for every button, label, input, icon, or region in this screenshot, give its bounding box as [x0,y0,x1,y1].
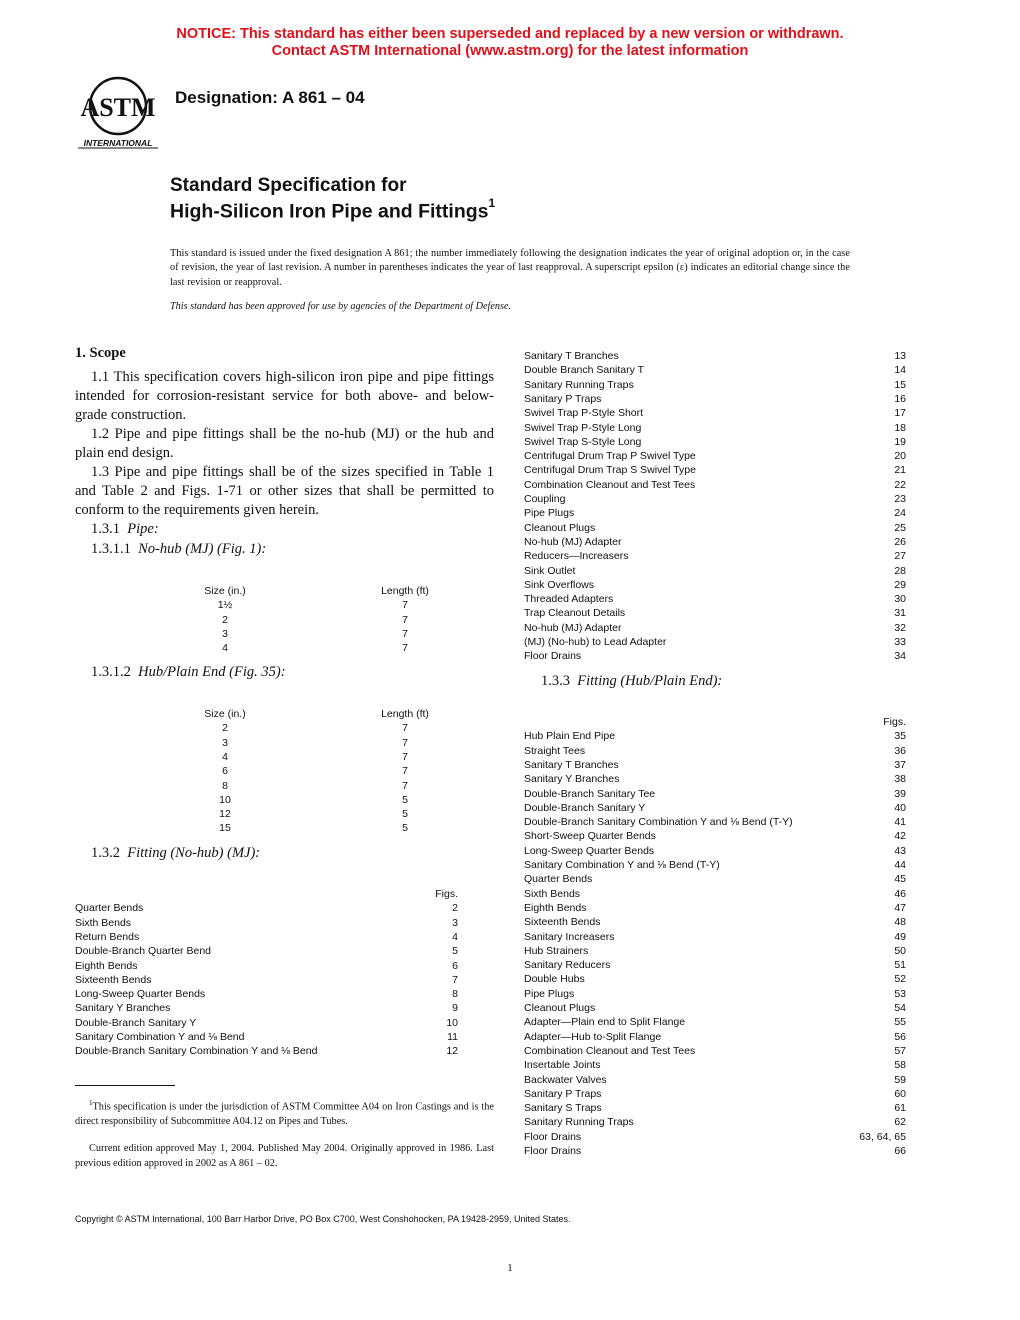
fitting-name: Combination Cleanout and Test Tees [524,478,696,491]
fig-number: 58 [894,1059,906,1072]
fitting-name: Adapter—Plain end to Split Flange [524,1016,686,1029]
fitting-name: (MJ) (No-hub) to Lead Adapter [524,636,667,648]
figs-column-header: Figs. [883,716,906,728]
title-text: High-Silicon Iron Pipe and Fittings [170,200,489,223]
fitting-name: Double-Branch Sanitary Y [75,1016,197,1029]
fitting-name: Double-Branch Sanitary Tee [524,787,656,800]
section-title: No-hub (MJ) (Fig. 1): [138,541,267,557]
fig-number: 53 [894,987,906,1000]
fig-number: 39 [894,787,906,800]
section-1-3-1 [91,520,159,539]
fig-number: 14 [894,364,906,377]
footnote-rule [75,1085,175,1086]
fig-number: 23 [894,493,906,505]
fig-number: 7 [452,973,458,986]
fig-number: 22 [894,478,906,491]
fig-number: 43 [894,844,906,857]
section-title: Fitting (Hub/Plain End): [577,673,723,689]
fig-number: 59 [894,1073,906,1086]
fitting-name: Short-Sweep Quarter Bends [524,830,656,843]
fitting-name: Sanitary Y Branches [524,773,620,786]
column-header-size: Size (in.) [204,708,246,720]
section-1-3-1-1 [91,540,266,559]
fitting-name: Reducers—Increasers [524,550,629,563]
fitting-name: Swivel Trap S-Style Long [524,435,642,448]
size-cell: 15 [219,822,231,835]
fitting-name: Long-Sweep Quarter Bends [524,844,655,857]
size-cell: 4 [222,750,228,763]
designation: Designation: A 861 – 04 [175,88,365,107]
fig-number: 30 [894,593,906,606]
fig-number: 15 [894,378,906,391]
fitting-name: Quarter Bends [524,873,593,886]
fig-number: 42 [894,830,906,843]
fitting-name: No-hub (MJ) Adapter [524,535,622,548]
fig-number: 37 [894,758,906,771]
astm-logo [74,76,162,150]
fig-number: 5 [452,945,458,958]
fig-number: 51 [894,959,906,972]
page-number: 1 [507,1262,513,1274]
fitting-name: Coupling [524,493,566,505]
fitting-name: Sixteenth Bends [524,916,601,929]
fitting-name: Straight Tees [524,744,586,757]
fig-number: 28 [894,564,906,577]
logo-subtitle: INTERNATIONAL [83,138,153,148]
fig-number: 2 [452,902,458,915]
fitting-name: Sanitary Reducers [524,959,611,972]
fitting-name: Sanitary Increasers [524,930,615,943]
fig-number: 38 [894,773,906,786]
para-1-2: 1.2 Pipe and pipe fittings shall be the no-hub (MJ) or the hub and plain end design. [75,426,494,461]
fig-number: 63, 64, 65 [859,1130,906,1143]
fig-number: 35 [894,730,906,743]
fig-number: 34 [894,650,906,663]
fig-number: 41 [894,816,906,829]
fig-number: 9 [452,1002,458,1015]
fig-number: 27 [894,550,906,563]
fig-number: 50 [894,944,906,957]
section-1-3-2 [91,844,260,863]
fitting-name: Floor Drains [524,650,582,663]
fig-number: 12 [446,1045,458,1058]
fig-number: 20 [894,450,906,463]
fig-number: 60 [894,1087,906,1100]
fitting-name: Double Hubs [524,973,585,986]
section-number: 1.3.2 [91,845,120,861]
issued-note: This standard is issued under the fixed designation A 861; the number immediately following the designation indicates the year of original adoption or, in the case of revision, the year of last revision. A number in parentheses indicates the year of last reapproval. A superscript epsilon (ε) indicates an editorial change since the last revision or reapproval. [170,248,850,288]
fitting-name: Insertable Joints [524,1059,601,1072]
fitting-name: Swivel Trap P-Style Short [524,407,644,420]
fitting-name: Double-Branch Sanitary Combination Y and ⅛ Bend (T-Y) [524,816,793,829]
fitting-name: Sanitary S Traps [524,1102,602,1115]
fitting-name: Double-Branch Sanitary Combination Y and ⅛ Bend [75,1045,318,1058]
fitting-name: Adapter—Hub to-Split Flange [524,1030,662,1043]
fig-number: 47 [894,901,906,914]
fig-number: 24 [894,507,906,520]
fig-number: 44 [894,859,906,871]
approved-note: This standard has been approved for use by agencies of the Department of Defense. [170,301,512,312]
fig-number: 66 [894,1145,906,1157]
length-cell: 7 [402,599,408,612]
fitting-name: Eighth Bends [75,959,138,972]
size-cell: 12 [219,808,231,821]
section-number: 1.3.1 [91,521,120,537]
fitting-name: Return Bends [75,930,140,943]
size-cell: 2 [222,613,228,626]
section-1-3-1-2 [91,663,286,682]
fig-number: 11 [447,1031,458,1043]
section-number: 1.3.1.2 [91,664,131,680]
figs-column-header: Figs. [435,888,458,900]
fitting-name: Swivel Trap P-Style Long [524,421,642,434]
fig-number: 49 [894,930,906,943]
fitting-name: Double-Branch Sanitary Y [524,801,646,814]
fitting-name: Sanitary P Traps [524,1087,602,1100]
fitting-name: Sanitary T Branches [524,350,619,362]
fitting-name: Eighth Bends [524,901,587,914]
fig-number: 32 [894,621,906,634]
fitting-name: Sanitary Combination Y and ⅛ Bend (T-Y) [524,859,720,871]
fitting-name: Hub Strainers [524,944,589,957]
size-cell: 1½ [217,599,233,612]
fitting-name: Double Branch Sanitary T [524,364,645,377]
fitting-name: Trap Cleanout Details [524,607,626,620]
fig-number: 54 [894,1002,906,1014]
fig-number: 62 [894,1116,906,1129]
size-cell: 6 [222,765,228,778]
length-cell: 7 [402,779,408,792]
size-cell: 4 [222,642,228,655]
column-header-size: Size (in.) [204,585,246,597]
fig-number: 61 [894,1102,906,1115]
length-cell: 7 [402,736,408,749]
fig-number: 56 [894,1030,906,1043]
fig-number: 57 [894,1044,906,1057]
column-header-length: Length (ft) [381,585,429,597]
footnote-1 [75,1096,494,1129]
fitting-name: Pipe Plugs [524,987,575,1000]
fitting-name: Sanitary T Branches [524,758,619,771]
section-title: Pipe: [127,521,159,537]
fitting-name: Threaded Adapters [524,593,614,606]
length-cell: 5 [402,808,408,821]
title-line-2 [170,196,496,224]
fitting-name: Centrifugal Drum Trap P Swivel Type [524,450,696,463]
fig-number: 18 [894,421,906,434]
section-1-3-3 [541,672,722,691]
fig-number: 45 [894,873,906,886]
length-cell: 7 [402,627,408,640]
size-cell: 3 [222,736,228,749]
fitting-name: Sink Outlet [524,564,576,577]
size-cell: 8 [222,779,228,792]
fitting-name: Centrifugal Drum Trap S Swivel Type [524,464,696,477]
fitting-name: Sanitary Running Traps [524,1116,634,1129]
fitting-name: Double-Branch Quarter Bend [75,945,211,958]
fitting-name: No-hub (MJ) Adapter [524,621,622,634]
length-cell: 7 [402,765,408,778]
size-cell: 3 [222,627,228,640]
fitting-name: Hub Plain End Pipe [524,730,616,743]
para-1-1: 1.1 This specification covers high-silicon iron pipe and pipe fittings intended for corrosion-resistant service for both above- and below-grade construction. [75,369,494,423]
fig-number: 4 [452,930,458,943]
fitting-name: Sanitary Combination Y and ⅛ Bend [75,1031,245,1043]
fig-number: 26 [894,535,906,548]
fig-number: 17 [894,407,906,420]
fitting-name: Sixteenth Bends [75,973,152,986]
fig-number: 31 [894,607,906,620]
fig-number: 25 [894,521,906,534]
notice-line-2: Contact ASTM International (www.astm.org) for the latest information [271,43,749,59]
fig-number: 13 [894,350,906,362]
notice-line-1: NOTICE: This standard has either been superseded and replaced by a new version or withdrawn. [176,26,844,42]
fitting-name: Sanitary Y Branches [75,1002,171,1015]
fitting-name: Long-Sweep Quarter Bends [75,988,206,1001]
fig-number: 55 [894,1016,906,1029]
length-cell: 7 [402,750,408,763]
fitting-name: Cleanout Plugs [524,521,596,534]
fitting-name: Sanitary P Traps [524,392,602,405]
section-number: 1.3.3 [541,673,570,689]
fitting-name: Sixth Bends [75,916,132,929]
section-title: Fitting (No-hub) (MJ): [127,845,261,861]
fig-number: 21 [894,464,906,477]
scope-heading: 1. Scope [75,345,126,361]
fig-number: 48 [894,916,906,929]
fig-number: 46 [894,887,906,900]
footnote-text: This specification is under the jurisdiction of ASTM Committee A04 on Iron Castings and is the direct responsibility of Subcommittee A04.12 on Pipes and Tubes. [75,1101,494,1128]
fig-number: 52 [894,973,906,986]
size-cell: 2 [222,722,228,735]
fig-number: 10 [446,1016,458,1029]
fig-number: 40 [894,801,906,814]
copyright: Copyright © ASTM International, 100 Barr Harbor Drive, PO Box C700, West Conshohocken, PA 19428-2959, United States. [75,1214,571,1224]
fig-number: 3 [452,916,458,929]
fig-number: 16 [894,392,906,405]
fitting-name: Sixth Bends [524,887,581,900]
fig-number: 36 [894,744,906,757]
fitting-name: Backwater Valves [524,1073,607,1086]
length-cell: 5 [402,793,408,806]
fitting-name: Cleanout Plugs [524,1002,596,1014]
fitting-name: Sanitary Running Traps [524,378,634,391]
section-number: 1.3.1.1 [91,541,131,557]
fitting-name: Quarter Bends [75,902,144,915]
fitting-name: Combination Cleanout and Test Tees [524,1044,696,1057]
fitting-name: Floor Drains [524,1145,582,1157]
fig-number: 33 [894,636,906,648]
section-title: Hub/Plain End (Fig. 35): [138,664,286,680]
length-cell: 7 [402,642,408,655]
fig-number: 6 [452,959,458,972]
fig-number: 8 [452,988,458,1001]
length-cell: 7 [402,613,408,626]
para-1-3: 1.3 Pipe and pipe fittings shall be of the sizes specified in Table 1 and Table 2 and Figs. 1-71 or other sizes that shall be permitted to conform to the requirements given herein. [75,464,494,518]
title-footnote-ref: 1 [488,196,496,210]
fitting-name: Floor Drains [524,1130,582,1143]
fig-number: 29 [894,578,906,591]
fitting-name: Sink Overflows [524,578,595,591]
logo-wordmark: ASTM [80,93,156,122]
footnote-2: Current edition approved May 1, 2004. Published May 2004. Originally approved in 1986. Last previous edition approved in 2002 as A 861 – 02. [75,1143,494,1169]
length-cell: 5 [402,822,408,835]
title-line-1: Standard Specification for [170,175,407,196]
fig-number: 19 [894,435,906,448]
footnote-marker: 1 [89,1099,93,1107]
fitting-name: Pipe Plugs [524,507,575,520]
length-cell: 7 [402,722,408,735]
size-cell: 10 [219,793,231,806]
column-header-length: Length (ft) [381,708,429,720]
